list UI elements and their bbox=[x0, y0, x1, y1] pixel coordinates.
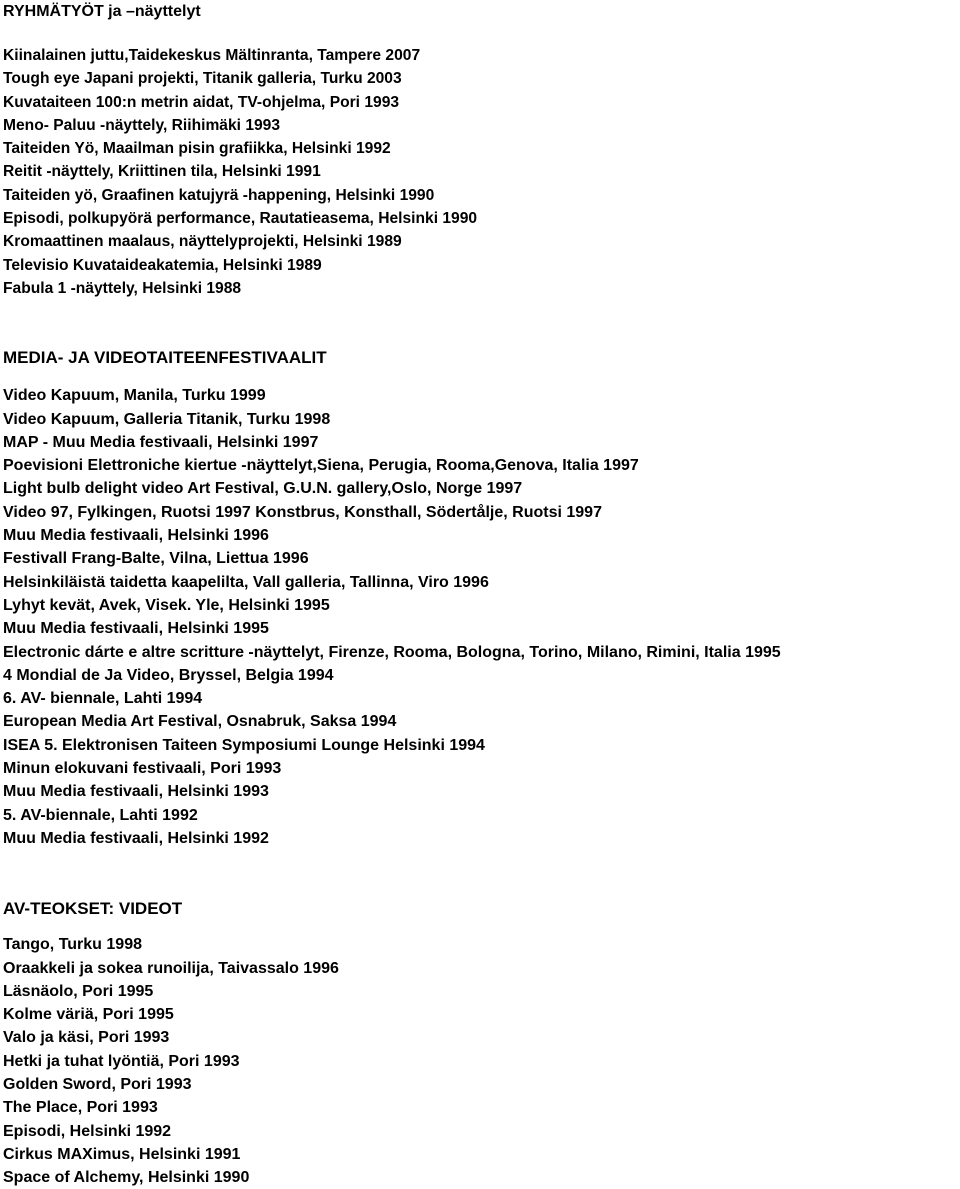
list-item: Muu Media festivaali, Helsinki 1993 bbox=[3, 783, 269, 801]
list-item: Poevisioni Elettroniche kiertue -näyttelyt,Siena, Perugia, Rooma,Genova, Italia 1997 bbox=[3, 457, 639, 475]
section-title-festivals: MEDIA- JA VIDEOTAITEENFESTIVAALIT bbox=[3, 348, 327, 368]
list-item: MAP - Muu Media festivaali, Helsinki 1997 bbox=[3, 433, 319, 451]
list-item: Meno- Paluu -näyttely, Riihimäki 1993 bbox=[3, 116, 281, 134]
festivals-list bbox=[3, 384, 958, 850]
videos-list bbox=[3, 933, 958, 1189]
exhibitions-list bbox=[3, 44, 958, 300]
list-item: Reitit -näyttely, Kriittinen tila, Helsinki 1991 bbox=[3, 163, 321, 181]
list-item: Tough eye Japani projekti, Titanik galleria, Turku 2003 bbox=[3, 70, 402, 88]
list-item: Electronic dárte e altre scritture -näyttelyt, Firenze, Rooma, Bologna, Torino, Milano, Rimini, Italia 1995 bbox=[3, 643, 781, 661]
list-item: Oraakkeli ja sokea runoilija, Taivassalo 1996 bbox=[3, 959, 339, 977]
list-item: Golden Sword, Pori 1993 bbox=[3, 1075, 192, 1093]
list-item: Kuvataiteen 100:n metrin aidat, TV-ohjelma, Pori 1993 bbox=[3, 93, 400, 111]
list-item: Festivall Frang-Balte, Vilna, Liettua 1996 bbox=[3, 550, 309, 568]
list-item: 6. AV- biennale, Lahti 1994 bbox=[3, 690, 203, 708]
list-item: Cirkus MAXimus, Helsinki 1991 bbox=[3, 1145, 241, 1163]
list-item: Muu Media festivaali, Helsinki 1996 bbox=[3, 527, 269, 545]
list-item: Kolme väriä, Pori 1995 bbox=[3, 1006, 174, 1024]
list-item: Light bulb delight video Art Festival, G.U.N. gallery,Oslo, Norge 1997 bbox=[3, 480, 523, 498]
list-item: Minun elokuvani festivaali, Pori 1993 bbox=[3, 760, 282, 778]
section-title-videos: AV-TEOKSET: VIDEOT bbox=[3, 899, 183, 919]
list-item: Taiteiden Yö, Maailman pisin grafiikka, Helsinki 1992 bbox=[3, 140, 391, 158]
list-item: Valo ja käsi, Pori 1993 bbox=[3, 1029, 170, 1047]
list-item: Video Kapuum, Manila, Turku 1999 bbox=[3, 387, 266, 405]
list-item: Kiinalainen juttu,Taidekeskus Mältinranta, Tampere 2007 bbox=[3, 47, 421, 64]
list-item: Hetki ja tuhat lyöntiä, Pori 1993 bbox=[3, 1052, 240, 1070]
list-item: The Place, Pori 1993 bbox=[3, 1099, 158, 1117]
section-title-exhibitions: RYHMÄTYÖT ja –näyttelyt bbox=[3, 3, 201, 20]
list-item: Muu Media festivaali, Helsinki 1995 bbox=[3, 620, 269, 638]
list-item: ISEA 5. Elektronisen Taiteen Symposiumi Lounge Helsinki 1994 bbox=[3, 736, 485, 754]
list-item: Fabula 1 -näyttely, Helsinki 1988 bbox=[3, 279, 242, 297]
list-item: 5. AV-biennale, Lahti 1992 bbox=[3, 806, 198, 824]
list-item: Video 97, Fylkingen, Ruotsi 1997 Konstbrus, Konsthall, Södertålje, Ruotsi 1997 bbox=[3, 503, 602, 521]
list-item: Helsinkiläistä taidetta kaapelilta, Vall galleria, Tallinna, Viro 1996 bbox=[3, 573, 489, 591]
list-item: 4 Mondial de Ja Video, Bryssel, Belgia 1994 bbox=[3, 666, 334, 684]
list-item: Kromaattinen maalaus, näyttelyprojekti, Helsinki 1989 bbox=[3, 233, 402, 251]
list-item: Episodi, Helsinki 1992 bbox=[3, 1122, 172, 1140]
list-item: Taiteiden yö, Graafinen katujyrä -happening, Helsinki 1990 bbox=[3, 186, 435, 204]
list-item: European Media Art Festival, Osnabruk, Saksa 1994 bbox=[3, 713, 397, 731]
list-item: Episodi, polkupyörä performance, Rautatieasema, Helsinki 1990 bbox=[3, 210, 478, 228]
list-item: Läsnäolo, Pori 1995 bbox=[3, 982, 154, 1000]
list-item: Video Kapuum, Galleria Titanik, Turku 1998 bbox=[3, 410, 331, 428]
list-item: Tango, Turku 1998 bbox=[3, 936, 142, 954]
list-item: Televisio Kuvataideakatemia, Helsinki 1989 bbox=[3, 256, 322, 274]
document-page bbox=[3, 0, 958, 1189]
list-item: Muu Media festivaali, Helsinki 1992 bbox=[3, 829, 269, 847]
list-item: Lyhyt kevät, Avek, Visek. Yle, Helsinki 1995 bbox=[3, 596, 330, 614]
list-item: Space of Alchemy, Helsinki 1990 bbox=[3, 1169, 250, 1187]
